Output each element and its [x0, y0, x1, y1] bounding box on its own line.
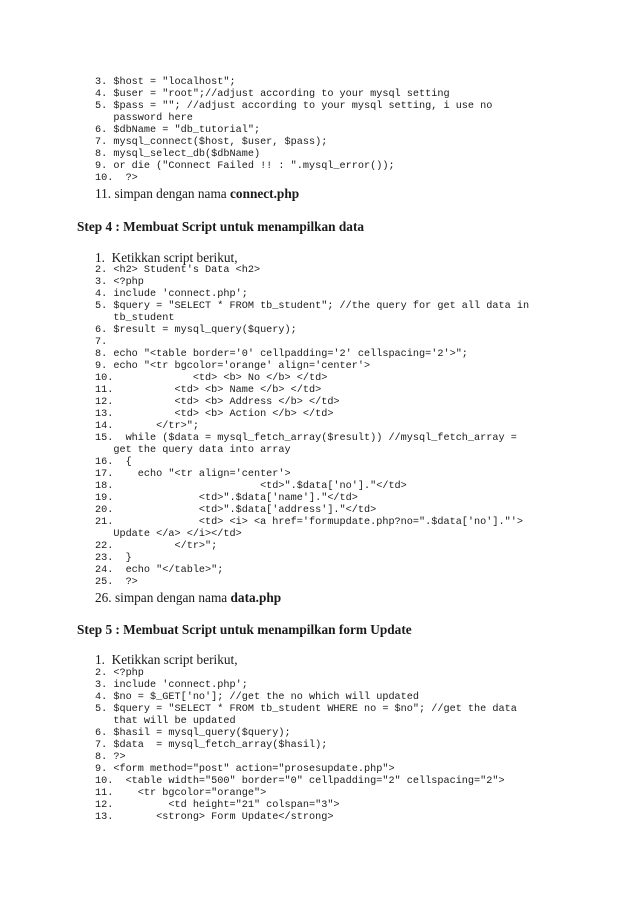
code-line: 8. mysql_select_db($dbName)	[95, 149, 261, 160]
code-line: 14. </tr>";	[95, 421, 199, 432]
code-line: 3. $host = "localhost";	[95, 77, 236, 88]
code-line: 13. <strong> Form Update</strong>	[95, 812, 334, 823]
code-line: 23. }	[95, 553, 132, 564]
code-line: 6. $result = mysql_query($query);	[95, 325, 297, 336]
step4-heading: Step 4 : Membuat Script untuk menampilkan data	[77, 219, 365, 234]
save-filename: data.php	[230, 590, 282, 605]
code-line: 3. <?php	[95, 277, 144, 288]
step4-intro: 1. Ketikkan script berikut,	[95, 250, 238, 265]
code-line: get the query data into array	[95, 445, 291, 456]
code-line: 10. <td> <b> No </b> </td>	[95, 373, 328, 384]
code-line: 11. <tr bgcolor="orange">	[95, 788, 267, 799]
code-line: 7. mysql_connect($host, $user, $pass);	[95, 137, 328, 148]
code-line: 10. <table width="500" border="0" cellpadding="2" cellspacing="2">	[95, 776, 505, 787]
code-line: 17. echo "<tr align='center'>	[95, 469, 291, 480]
code-line: 8. ?>	[95, 752, 126, 763]
code-line: 20. <td>".$data['address']."</td>	[95, 505, 377, 516]
code-line: that will be updated	[95, 716, 236, 727]
code-line: 6. $dbName = "db_tutorial";	[95, 125, 261, 136]
code-line: 10. ?>	[95, 173, 138, 184]
code-line: 15. while ($data = mysql_fetch_array($result)) //mysql_fetch_array =	[95, 433, 517, 444]
code-line: 9. echo "<tr bgcolor='orange' align='center'>	[95, 361, 371, 372]
code-line: 2. <h2> Student's Data <h2>	[95, 265, 261, 276]
code-line: Update </a> </i></td>	[95, 529, 242, 540]
code-line: 7. $data = mysql_fetch_array($hasil);	[95, 740, 328, 751]
code-line: 12. <td> <b> Address </b> </td>	[95, 397, 340, 408]
save-instruction	[95, 186, 299, 201]
code-line: 12. <td height="21" colspan="3">	[95, 800, 340, 811]
code-line: 24. echo "</table>";	[95, 565, 224, 576]
code-line: 22. </tr>";	[95, 541, 218, 552]
code-line: 4. $user = "root";//adjust according to your mysql setting	[95, 89, 450, 100]
code-line: 3. include 'connect.php';	[95, 680, 248, 691]
code-line: 21. <td> <i> <a href='formupdate.php?no=".$data['no']."'>	[95, 517, 523, 528]
code-line: 4. include 'connect.php';	[95, 289, 248, 300]
code-line: 19. <td>".$data['name']."</td>	[95, 493, 358, 504]
code-line: 9. <form method="post" action="prosesupdate.php">	[95, 764, 395, 775]
code-line: 5. $query = "SELECT * FROM tb_student WHERE no = $no"; //get the data	[95, 704, 517, 715]
code-line: 8. echo "<table border='0' cellpadding='2' cellspacing='2'>";	[95, 349, 468, 360]
code-line: tb_student	[95, 313, 175, 324]
save-instruction-prefix: 11. simpan dengan nama	[95, 186, 231, 201]
code-line: 7.	[95, 337, 108, 348]
code-line: password here	[95, 113, 193, 124]
code-line: 25. ?>	[95, 577, 138, 588]
code-line: 18. <td>".$data['no']."</td>	[95, 481, 407, 492]
step5-heading: Step 5 : Membuat Script untuk menampilkan form Update	[77, 622, 412, 637]
save-filename: connect.php	[230, 186, 300, 201]
code-line: 5. $query = "SELECT * FROM tb_student"; //the query for get all data in	[95, 301, 530, 312]
save-instruction	[95, 590, 281, 605]
code-line: 2. <?php	[95, 668, 144, 679]
code-line: 5. $pass = ""; //adjust according to your mysql setting, i use no	[95, 101, 493, 112]
code-line: 4. $no = $_GET['no']; //get the no which will updated	[95, 692, 420, 703]
code-line: 11. <td> <b> Name </b> </td>	[95, 385, 322, 396]
step5-intro: 1. Ketikkan script berikut,	[95, 652, 238, 667]
code-line: 13. <td> <b> Action </b> </td>	[95, 409, 334, 420]
code-line: 9. or die ("Connect Failed !! : ".mysql_error());	[95, 161, 395, 172]
code-line: 16. {	[95, 457, 132, 468]
save-instruction-prefix: 26. simpan dengan nama	[95, 590, 231, 605]
code-line: 6. $hasil = mysql_query($query);	[95, 728, 291, 739]
